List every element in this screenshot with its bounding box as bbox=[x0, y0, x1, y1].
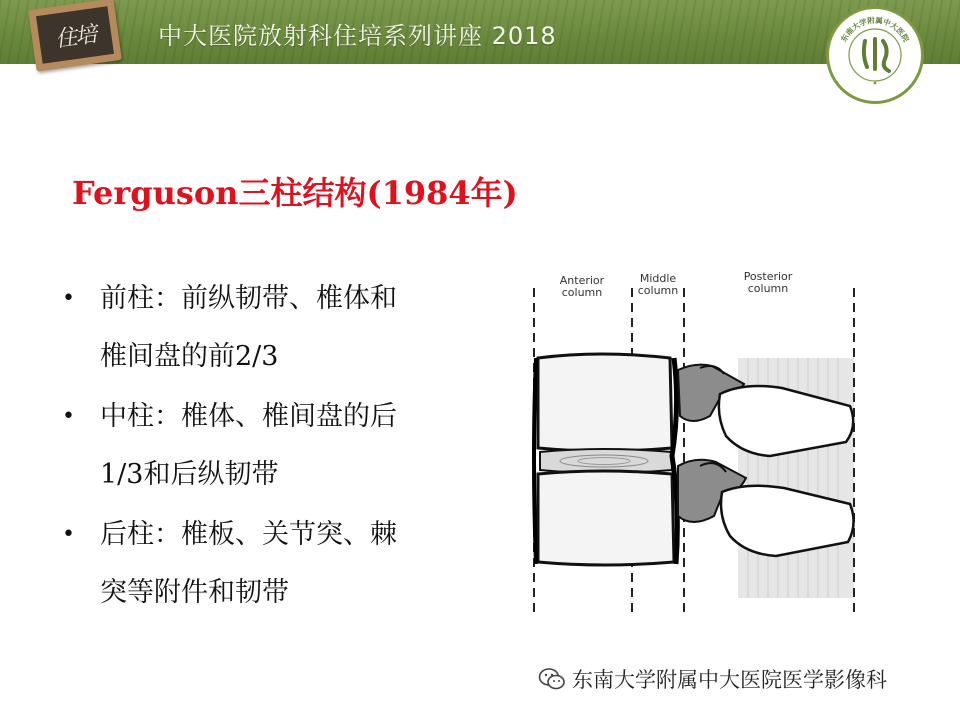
middle-label-2: column bbox=[637, 284, 679, 297]
logo-arc-text: 东南大学附属中大医院 bbox=[839, 15, 911, 44]
hospital-logo bbox=[826, 6, 924, 104]
anterior-label-1: Anterior bbox=[559, 274, 605, 287]
lower-vertebral-body bbox=[538, 471, 674, 565]
middle-label-1: Middle bbox=[639, 272, 677, 285]
watermark-text: 东南大学附属中大医院医学影像科 bbox=[572, 668, 887, 692]
bullet-line: 1/3和后纵韧带 bbox=[100, 459, 279, 490]
bullet-dot: • bbox=[62, 404, 75, 429]
three-column-spine-diagram bbox=[520, 266, 872, 628]
bullet-item-anterior bbox=[62, 270, 462, 386]
posterior-label-2: column bbox=[747, 282, 789, 295]
anterior-label-2: column bbox=[561, 286, 603, 299]
header-banner bbox=[0, 0, 960, 64]
chalkboard-surface bbox=[36, 6, 114, 64]
bullet-dot: • bbox=[62, 522, 75, 547]
anterior-ligament bbox=[534, 358, 536, 564]
bullet-line: 中柱：椎体、椎间盘的后 bbox=[100, 401, 397, 432]
bullet-list bbox=[62, 270, 462, 624]
bullet-line: 前柱：前纵韧带、椎体和 bbox=[100, 283, 397, 314]
bullet-item-middle bbox=[62, 388, 462, 504]
header-title: 中大医院放射科住培系列讲座 2018 bbox=[158, 22, 557, 50]
watermark bbox=[538, 664, 887, 694]
bullet-line: 突等附件和韧带 bbox=[100, 577, 289, 608]
slide-title: Ferguson三柱结构(1984年) bbox=[72, 174, 518, 212]
logo-emblem bbox=[829, 9, 921, 101]
bullet-dot: • bbox=[62, 286, 75, 311]
upper-vertebral-body bbox=[538, 354, 672, 451]
bullet-line: 后柱：椎板、关节突、棘 bbox=[100, 519, 397, 550]
posterior-label-1: Posterior bbox=[743, 270, 793, 283]
chalkboard-badge bbox=[28, 0, 122, 72]
bullet-line: 椎间盘的前2/3 bbox=[100, 341, 279, 372]
bullet-item-posterior bbox=[62, 506, 462, 622]
wechat-icon bbox=[538, 667, 566, 691]
badge-text: 住培 bbox=[53, 21, 97, 53]
